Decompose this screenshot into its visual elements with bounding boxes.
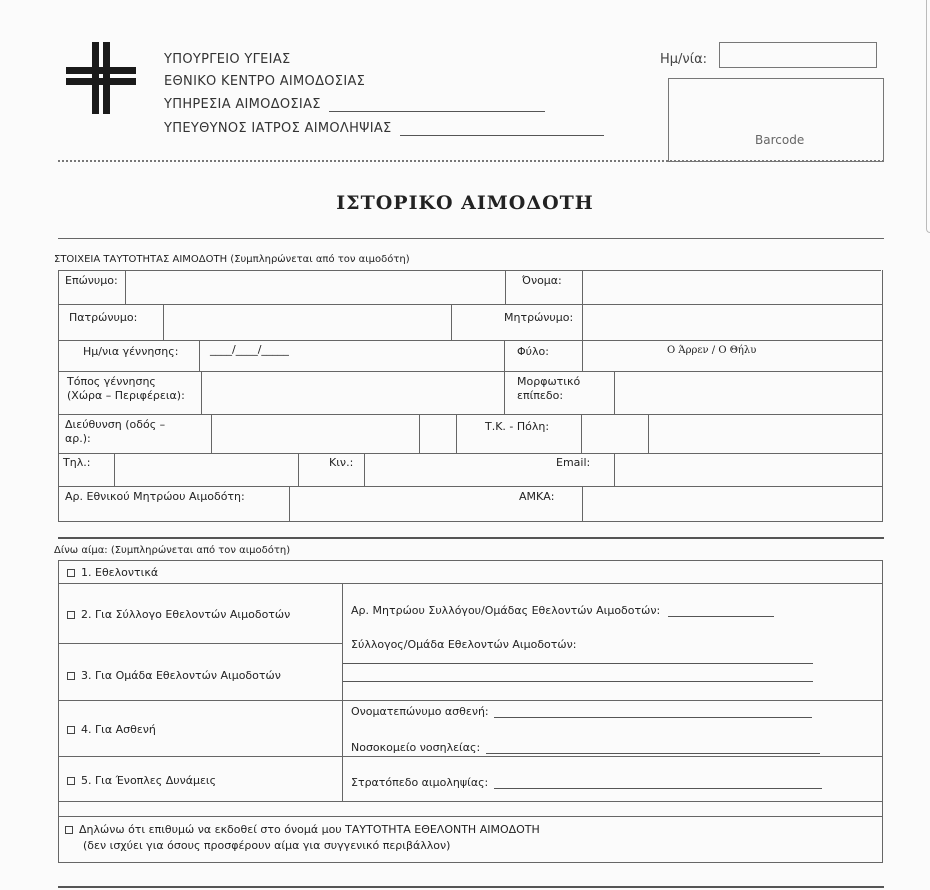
address-label-2: αρ.): (65, 432, 91, 445)
mother-field[interactable] (582, 305, 882, 340)
option-armed-forces[interactable] (67, 774, 216, 787)
rule-3 (59, 700, 882, 701)
donation-table (58, 560, 883, 863)
checkbox-icon[interactable] (67, 569, 75, 577)
birthplace-label-1: Τόπος γέννησης (67, 375, 156, 388)
education-label-1: Μορφωτικό (517, 375, 581, 388)
doctor-label: ΥΠΕΥΘΥΝΟΣ ΙΑΤΡΟΣ ΑΙΜΟΛΗΨΙΑΣ (164, 121, 392, 136)
declaration-line-2: (δεν ισχύει για όσους προσφέρουν αίμα για συγγενικό περιβάλλον) (83, 839, 451, 852)
bottom-divider (58, 886, 884, 888)
education-label-2: επίπεδο: (517, 389, 564, 402)
center-name: ΕΘΝΙΚΟ ΚΕΝΤΡΟ ΑΙΜΟΔΟΣΙΑΣ (164, 74, 366, 89)
rule-2 (59, 643, 342, 644)
option-association[interactable] (67, 608, 290, 621)
col-divider (342, 583, 343, 801)
surname-label: Επώνυμο: (65, 274, 118, 287)
amka-label: ΑΜΚΑ: (519, 490, 555, 503)
service-row (164, 97, 545, 112)
row-dob-sex (58, 341, 883, 372)
sex-options[interactable]: Ο Άρρεν / Ο Θήλυ (667, 345, 757, 356)
donation-section-title: Δίνω αίμα: (Συμπληρώνεται από τον αιμοδότη) (54, 545, 291, 556)
page-title: ΙΣΤΟΡΙΚΟ ΑΙΜΟΔΟΤΗ (336, 192, 594, 214)
patient-name-field[interactable] (494, 706, 812, 718)
city-field[interactable] (648, 415, 882, 453)
sex-label: Φύλο: (517, 345, 549, 358)
section-divider (58, 537, 884, 539)
address-street-field[interactable] (211, 415, 422, 453)
patient-row (351, 705, 812, 718)
camp-row (351, 776, 822, 789)
zip-field[interactable] (581, 415, 648, 453)
row-names (58, 270, 883, 305)
name-label: Όνομα: (522, 274, 562, 287)
registry-label: Αρ. Εθνικού Μητρώου Αιμοδότη: (65, 490, 245, 503)
education-field[interactable] (614, 372, 882, 414)
service-label: ΥΠΗΡΕΣΙΑ ΑΙΜΟΔΟΣΙΑΣ (164, 97, 321, 112)
identity-section-title: ΣΤΟΙΧΕΙΑ ΤΑΥΤΟΤΗΤΑΣ ΑΙΜΟΔΟΤΗ (Συμπληρώνεται από τον αιμοδότη) (54, 254, 410, 265)
email-field[interactable] (614, 454, 882, 486)
registry-field[interactable] (289, 487, 510, 521)
row-address (58, 415, 883, 454)
assoc-name-field-2[interactable] (343, 681, 813, 682)
amka-field[interactable] (582, 487, 882, 521)
checkbox-icon[interactable] (65, 826, 73, 834)
doctor-field[interactable] (400, 123, 604, 136)
option-patient-label: 4. Για Ασθενή (81, 723, 156, 736)
address-label-1: Διεύθυνση (οδός – (65, 418, 166, 431)
page-edge (926, 0, 930, 233)
dob-field[interactable] (199, 341, 502, 371)
assoc-reg-field[interactable] (668, 605, 774, 617)
rule-6 (59, 816, 882, 817)
option-group-label: 3. Για Ομάδα Εθελοντών Αιμοδοτών (81, 669, 281, 682)
option-patient[interactable] (67, 723, 156, 736)
assoc-reg-row (351, 604, 774, 617)
assoc-name-field-1[interactable] (343, 663, 813, 664)
ministry-name: ΥΠΟΥΡΓΕΙΟ ΥΓΕΙΑΣ (164, 52, 291, 67)
rule-5 (59, 801, 882, 802)
mother-label: Μητρώνυμο: (504, 311, 574, 324)
rule-4 (59, 756, 882, 757)
hospital-row (351, 741, 820, 754)
sex-field[interactable] (582, 341, 882, 371)
date-label: Ημ/νία: (660, 52, 708, 67)
surname-field[interactable] (125, 270, 510, 304)
dob-pattern: ____/____/_____ (210, 343, 289, 356)
option-armed-forces-label: 5. Για Ένοπλες Δυνάμεις (81, 774, 217, 787)
declaration-line-1: Δηλώνω ότι επιθυμώ να εκδοθεί στο όνομά μου ΤΑΥΤΟΤΗΤΑ ΕΘΕΛΟΝΤΗ ΑΙΜΟΔΟΤΗ (79, 823, 540, 836)
hospital-label: Νοσοκομείο νοσηλείας: (351, 741, 481, 754)
header-divider (58, 160, 884, 162)
option-voluntary[interactable] (67, 566, 158, 579)
camp-field[interactable] (494, 777, 822, 789)
mobile-label: Κιν.: (329, 456, 354, 469)
name-field[interactable] (582, 270, 882, 304)
id-card-declaration[interactable] (65, 823, 540, 836)
checkbox-icon[interactable] (67, 777, 75, 785)
blood-center-logo (66, 42, 136, 114)
birthplace-field[interactable] (201, 372, 502, 414)
father-label: Πατρώνυμο: (69, 311, 138, 324)
camp-label: Στρατόπεδο αιμοληψίας: (351, 776, 489, 789)
row-parents (58, 305, 883, 341)
dob-label: Ημ/νια γέννησης: (83, 345, 179, 358)
option-group[interactable] (67, 669, 281, 682)
address-number-field[interactable] (419, 415, 458, 453)
checkbox-icon[interactable] (67, 611, 75, 619)
rule-1 (59, 583, 882, 584)
father-field[interactable] (163, 305, 452, 340)
barcode-box (668, 78, 884, 162)
barcode-label: Barcode (755, 133, 805, 147)
assoc-name-label: Σύλλογος/Ομάδα Εθελοντών Αιμοδοτών: (351, 638, 577, 651)
service-field[interactable] (329, 99, 545, 112)
name-label-cell (505, 270, 584, 304)
option-voluntary-label: 1. Εθελοντικά (81, 566, 159, 579)
patient-name-label: Ονοματεπώνυμο ασθενή: (351, 705, 489, 718)
phone-label: Τηλ.: (63, 456, 91, 469)
zip-city-label: Τ.Κ. - Πόλη: (485, 420, 550, 433)
assoc-reg-label: Αρ. Μητρώου Συλλόγου/Ομάδας Εθελοντών Αιμοδοτών: (351, 604, 661, 617)
row-contact (58, 454, 883, 487)
title-divider (58, 238, 884, 239)
hospital-field[interactable] (486, 742, 820, 754)
row-birthplace (58, 372, 883, 415)
email-label: Email: (556, 456, 591, 469)
birthplace-label-2: (Χώρα – Περιφέρεια): (67, 389, 185, 402)
doctor-row (164, 121, 604, 136)
checkbox-icon[interactable] (67, 726, 75, 734)
checkbox-icon[interactable] (67, 672, 75, 680)
option-association-label: 2. Για Σύλλογο Εθελοντών Αιμοδοτών (81, 608, 291, 621)
row-registry (58, 487, 883, 522)
date-field[interactable] (719, 42, 877, 68)
